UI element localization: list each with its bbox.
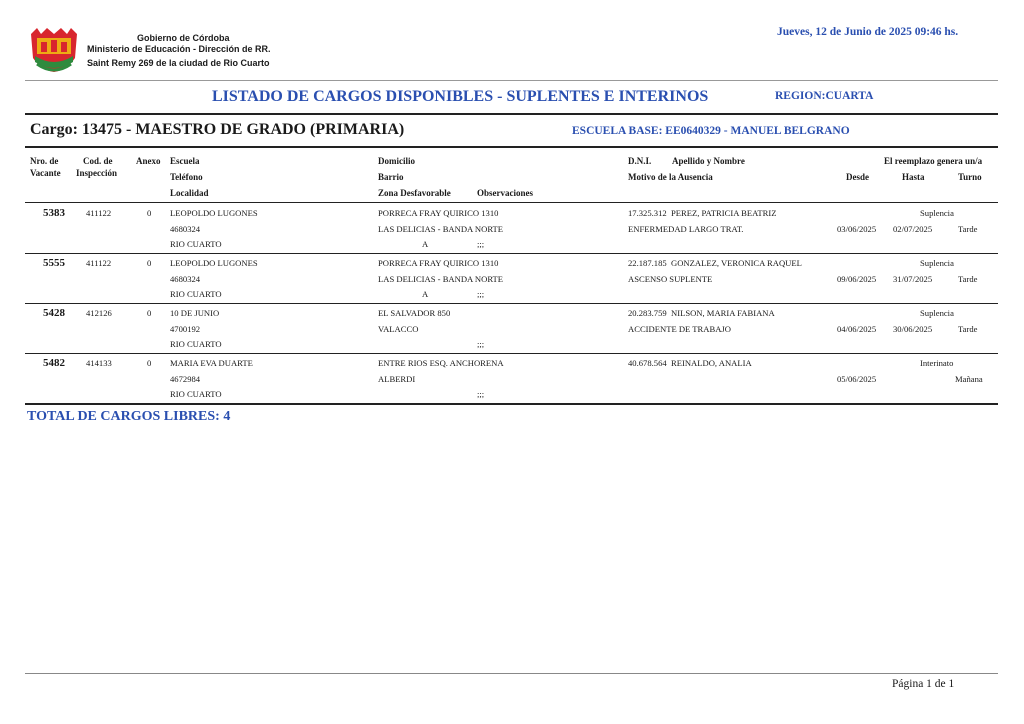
col-nro-2: Vacante	[30, 168, 61, 178]
cell-turno: Tarde	[958, 273, 978, 284]
cell-telefono: 4680324	[170, 223, 201, 234]
cell-barrio: VALACCO	[378, 323, 419, 334]
cell-tipo: Suplencia	[920, 258, 954, 268]
col-anexo: Anexo	[136, 156, 161, 166]
cell-localidad: RIO CUARTO	[170, 289, 222, 299]
cell-desde: 03/06/2025	[837, 223, 877, 234]
cell-zona: A	[422, 289, 429, 299]
cell-motivo: ASCENSO SUPLENTE	[628, 273, 713, 284]
cell-anexo: 0	[147, 308, 152, 318]
header-rule	[25, 202, 998, 203]
cell-nro: 5383	[43, 207, 65, 219]
org-line-3: Saint Remy 269 de la ciudad de Rio Cuarto	[87, 58, 270, 68]
cell-barrio: ALBERDI	[378, 373, 416, 384]
cell-domicilio: ENTRE RIOS ESQ. ANCHORENA	[378, 358, 504, 368]
cell-dni: 40.678.564	[628, 358, 667, 368]
cell-escuela: LEOPOLDO LUGONES	[170, 258, 258, 268]
report-datetime: Jueves, 12 de Junio de 2025 09:46 hs.	[777, 26, 959, 38]
cell-localidad: RIO CUARTO	[170, 239, 222, 249]
title-divider	[25, 113, 998, 115]
cell-nombre: GONZALEZ, VERONICA RAQUEL	[671, 258, 802, 268]
col-telefono: Teléfono	[170, 172, 203, 182]
cell-barrio: LAS DELICIAS - BANDA NORTE	[378, 223, 504, 234]
cell-dni: 20.283.759	[628, 308, 667, 318]
cell-zona: A	[422, 239, 429, 249]
col-observaciones: Observaciones	[477, 188, 533, 198]
cell-hasta: 30/06/2025	[893, 323, 933, 334]
cell-cod: 411122	[86, 208, 112, 218]
cell-cod: 412126	[86, 308, 112, 318]
col-reemplazo: El reemplazo genera un/a	[884, 156, 983, 166]
cell-nro: 5482	[43, 357, 65, 369]
page-number: Página 1 de 1	[892, 678, 955, 690]
org-line-1: Gobierno de Córdoba	[137, 33, 230, 43]
cargo-label: Cargo: 13475 - MAESTRO DE GRADO (PRIMARIA)	[30, 121, 405, 138]
cell-motivo: ACCIDENTE DE TRABAJO	[628, 323, 731, 334]
escuela-base: ESCUELA BASE: EE0640329 - MANUEL BELGRANO	[572, 125, 850, 137]
cell-cod: 414133	[86, 358, 112, 368]
cargo-divider	[25, 146, 998, 148]
cell-obs: ;;;	[477, 289, 485, 299]
col-desde: Desde	[846, 172, 869, 182]
cell-obs: ;;;	[477, 389, 485, 399]
cell-domicilio: EL SALVADOR 850	[378, 308, 451, 318]
cell-hasta: 31/07/2025	[893, 273, 933, 284]
col-domicilio: Domicilio	[378, 156, 415, 166]
row-divider	[25, 353, 998, 354]
cell-nro: 5428	[43, 307, 65, 319]
cell-tipo: Interinato	[920, 358, 954, 368]
col-zona: Zona Desfavorable	[378, 188, 451, 198]
org-line-2: Ministerio de Educación - Dirección de RR.	[87, 44, 271, 54]
col-cod-2: Inspección	[76, 168, 118, 178]
cell-tipo: Suplencia	[920, 308, 954, 318]
cell-turno: Tarde	[958, 223, 978, 234]
cell-escuela: MARIA EVA DUARTE	[170, 358, 253, 368]
col-nro: Nro. de	[30, 156, 59, 166]
cell-nombre: REINALDO, ANALIA	[671, 358, 752, 368]
cell-cod: 411122	[86, 258, 112, 268]
cell-desde: 05/06/2025	[837, 373, 877, 384]
cell-anexo: 0	[147, 208, 152, 218]
col-motivo: Motivo de la Ausencia	[628, 172, 713, 182]
region-label: REGION:CUARTA	[775, 90, 874, 102]
col-escuela: Escuela	[170, 156, 200, 166]
cordoba-coat-of-arms-icon	[27, 24, 81, 78]
col-hasta: Hasta	[902, 172, 925, 182]
row-divider	[25, 403, 998, 405]
cell-dni: 22.187.185	[628, 258, 667, 268]
col-turno: Turno	[958, 172, 982, 182]
cell-domicilio: PORRECA FRAY QUIRICO 1310	[378, 258, 499, 268]
col-barrio: Barrio	[378, 172, 404, 182]
cell-telefono: 4672984	[170, 373, 201, 384]
cell-hasta: 02/07/2025	[893, 223, 933, 234]
footer-divider	[25, 673, 998, 674]
cell-anexo: 0	[147, 258, 152, 268]
cell-escuela: 10 DE JUNIO	[170, 308, 220, 318]
cell-nro: 5555	[43, 257, 65, 269]
col-localidad: Localidad	[170, 188, 209, 198]
cell-motivo: ENFERMEDAD LARGO TRAT.	[628, 223, 744, 234]
cell-tipo: Suplencia	[920, 208, 954, 218]
cell-nombre: PEREZ, PATRICIA BEATRIZ	[671, 208, 777, 218]
cell-nombre: NILSON, MARIA FABIANA	[671, 308, 775, 318]
cell-localidad: RIO CUARTO	[170, 389, 222, 399]
cell-escuela: LEOPOLDO LUGONES	[170, 208, 258, 218]
cell-dni: 17.325.312	[628, 208, 667, 218]
col-dni: D.N.I.	[628, 156, 652, 166]
report-title: LISTADO DE CARGOS DISPONIBLES - SUPLENTES E INTERINOS	[212, 88, 709, 105]
col-apellido: Apellido y Nombre	[672, 156, 745, 166]
header-divider	[25, 80, 998, 81]
cell-obs: ;;;	[477, 239, 485, 249]
cell-turno: Mañana	[955, 373, 983, 384]
cell-telefono: 4680324	[170, 273, 201, 284]
cell-anexo: 0	[147, 358, 152, 368]
cell-barrio: LAS DELICIAS - BANDA NORTE	[378, 273, 504, 284]
col-cod: Cod. de	[83, 156, 113, 166]
cell-localidad: RIO CUARTO	[170, 339, 222, 349]
cell-turno: Tarde	[958, 323, 978, 334]
cell-desde: 09/06/2025	[837, 273, 877, 284]
row-divider	[25, 253, 998, 254]
cell-obs: ;;;	[477, 339, 485, 349]
cell-telefono: 4700192	[170, 323, 201, 334]
total-cargos: TOTAL DE CARGOS LIBRES: 4	[27, 409, 231, 424]
row-divider	[25, 303, 998, 304]
cell-domicilio: PORRECA FRAY QUIRICO 1310	[378, 208, 499, 218]
cell-desde: 04/06/2025	[837, 323, 877, 334]
